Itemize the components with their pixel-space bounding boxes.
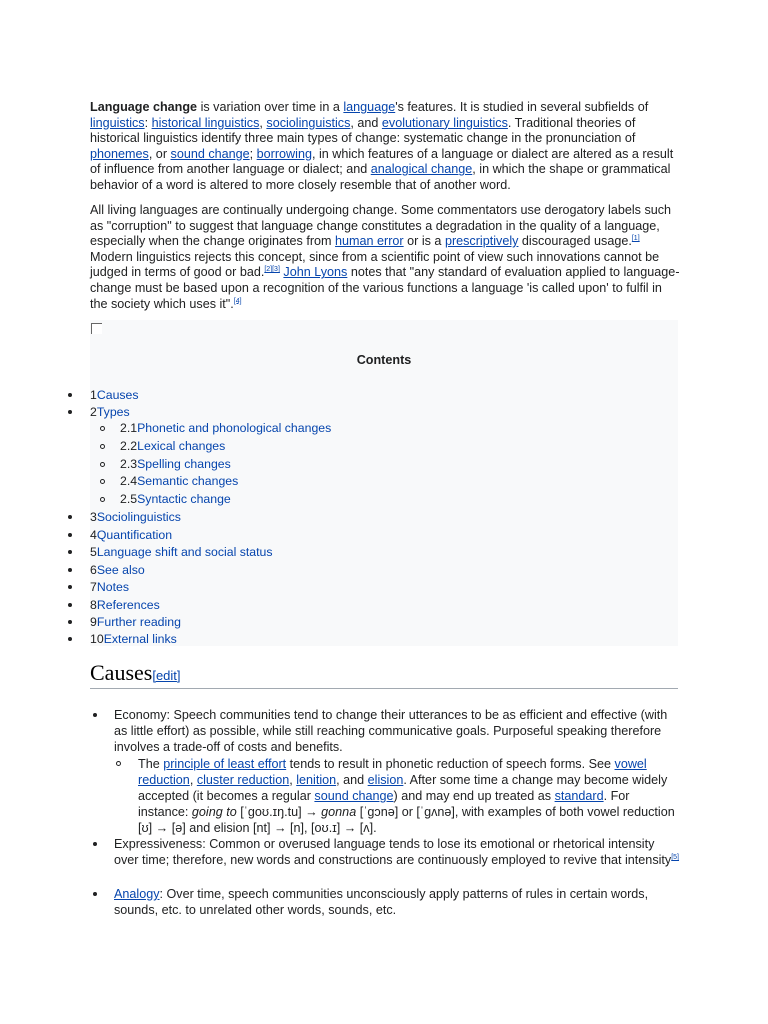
list-bullet (68, 533, 72, 537)
cause-economy: Economy: Speech communities tend to change their utterances to be as efficient and effective (with as little effort) as possible, while still reaching communicative goals. Purposeful speaking therefore involves a trade-off of costs and benefits. (114, 708, 668, 754)
toc-title: Contents (356, 353, 412, 367)
toc-toggle-checkbox[interactable] (91, 323, 102, 334)
toc-link[interactable]: Quantification (96, 528, 173, 542)
cause-economy-detail: The principle of least effort tends to result in phonetic reduction of speech forms. See vowel reduction, cluster reduction, lenition, and elision. After some time a change may become widely accepted (it becomes a regular sound change) and may end up treated as standard. For instance: going to [ˈɡoʊ.ɪŋ.tu] → gonna [ˈɡɔnə] or [ˈɡʌnə], with examples of both vowel reduction [ʊ] → [ə] and elision [nt] → [n], [oʊ.ɪ] → [ʌ]. (138, 757, 675, 835)
toc-link[interactable]: References (96, 598, 160, 612)
toc-number: 5 (90, 545, 97, 559)
citation-4[interactable]: [4] (233, 297, 242, 305)
toc-item[interactable] (120, 492, 231, 506)
link-sound-change-2[interactable]: sound change (314, 789, 394, 803)
link-phonemes[interactable]: phonemes (90, 146, 149, 161)
list-bullet (68, 568, 72, 572)
link-standard[interactable]: standard (554, 789, 604, 803)
list-bullet (68, 603, 72, 607)
toc-link[interactable]: Spelling changes (137, 457, 231, 471)
toc-number: 10 (90, 632, 104, 646)
toc-number: 2 (90, 405, 97, 419)
toc-item[interactable] (90, 405, 130, 419)
edit-link-wrapper: [edit] (152, 668, 181, 683)
intro-paragraph-2: All living languages are continually undergoing change. Some commentators use derogatory labels such as "corruption" to suggest that language change constitutes a degradation in the quality of a language, especially when the change originates from human error or is a prescriptively discouraged usage.[1] Modern linguistics rejects this concept, since from a scientific point of view such innovations cannot be judged in terms of good or bad.[2][3] John Lyons notes that "any standard of evaluation applied to language-change must be based upon a recognition of the various functions a language 'is called upon' to fulfil in the society which uses it".[4] (90, 203, 680, 311)
link-sound-change[interactable]: sound change (170, 146, 250, 161)
link-elision[interactable]: elision (367, 773, 404, 787)
toc-link[interactable]: Language shift and social status (96, 545, 273, 559)
article-subject: Language change (90, 100, 198, 114)
toc-link[interactable]: Types (96, 405, 130, 419)
toc-link[interactable]: Semantic changes (137, 474, 239, 488)
list-bullet (93, 842, 97, 846)
toc-item[interactable] (90, 388, 139, 402)
citation-2-3[interactable]: [2][3] (264, 266, 280, 274)
link-cluster-reduction[interactable]: cluster reduction (196, 773, 290, 787)
link-john-lyons[interactable]: John Lyons (283, 265, 348, 280)
sublist-bullet (116, 761, 121, 766)
section-title: Causes (90, 660, 153, 685)
sublist-bullet (100, 462, 105, 467)
toc-link[interactable]: Sociolinguistics (96, 510, 181, 524)
list-bullet (68, 515, 72, 519)
toc-item[interactable] (90, 510, 181, 524)
list-bullet (68, 410, 72, 414)
citation-1[interactable]: [1] (631, 235, 640, 242)
list-bullet (68, 620, 72, 624)
toc-number: 2.3 (120, 457, 138, 471)
toc-number: 9 (90, 615, 97, 629)
sublist-bullet (100, 426, 105, 431)
list-bullet (93, 892, 97, 896)
toc-link[interactable]: Syntactic change (137, 492, 231, 506)
toc-link[interactable]: External links (103, 632, 177, 646)
link-analogy[interactable]: Analogy (114, 887, 160, 901)
toc-item[interactable] (120, 474, 238, 488)
toc-number: 4 (90, 528, 97, 542)
link-human-error[interactable]: human error (335, 234, 404, 249)
toc-item[interactable] (90, 615, 181, 629)
sublist-bullet (100, 444, 105, 449)
toc-number: 7 (90, 580, 97, 594)
citation-5[interactable]: [5] (671, 853, 680, 861)
list-bullet (68, 637, 72, 641)
link-principle-of-least-effort[interactable]: principle of least effort (163, 757, 287, 771)
toc-link[interactable]: Causes (96, 388, 139, 402)
toc-item[interactable] (90, 580, 129, 594)
toc-link[interactable]: Lexical changes (137, 439, 226, 453)
toc-link[interactable]: Notes (96, 580, 129, 594)
toc-number: 2.5 (120, 492, 138, 506)
cause-analogy: Analogy: Over time, speech communities unconsciously apply patterns of rules in certain words, sounds, etc. to unrelated other words, sounds, etc. (114, 887, 649, 917)
link-analogical-change[interactable]: analogical change (370, 162, 473, 177)
list-bullet (93, 713, 97, 717)
toc-number: 2.1 (120, 421, 138, 435)
toc-number: 2.4 (120, 474, 138, 488)
toc-item[interactable] (120, 457, 231, 471)
link-language[interactable]: language (343, 100, 396, 114)
sublist-bullet (100, 497, 105, 502)
toc-item[interactable] (90, 632, 177, 646)
link-vowel-reduction[interactable]: vowel reduction (138, 757, 647, 787)
toc-item[interactable] (90, 598, 160, 612)
toc-item[interactable] (90, 545, 273, 559)
sublist-bullet (100, 479, 105, 484)
toc-number: 8 (90, 598, 97, 612)
link-lenition[interactable]: lenition (296, 773, 337, 787)
toc-number: 6 (90, 563, 97, 577)
link-prescriptively[interactable]: prescriptively (444, 234, 519, 249)
link-sociolinguistics[interactable]: sociolinguistics (266, 115, 351, 130)
toc-number: 1 (90, 388, 97, 402)
toc-number: 3 (90, 510, 97, 524)
link-borrowing[interactable]: borrowing (256, 146, 312, 161)
section-heading-causes (90, 660, 678, 689)
toc-item[interactable] (90, 528, 172, 542)
link-historical-linguistics[interactable]: historical linguistics (151, 115, 260, 130)
toc-number: 2.2 (120, 439, 138, 453)
list-bullet (68, 393, 72, 397)
intro-paragraph-1: Language change is variation over time in a language's features. It is studied in several subfields of linguistics: historical linguistics, sociolinguistics, and evolutionary linguistics. Traditional theories of historical linguistics identify three main types of change: systematic change in the pronunciation of phonemes, or sound change; borrowing, in which features of a language or dialect are altered as a result of influence from another language or dialect; and analogical change, in which the shape or grammatical behavior of a word is altered to more closely resemble that of another word. (90, 100, 674, 192)
edit-section-link[interactable]: edit (155, 668, 177, 683)
toc-link[interactable]: Further reading (96, 615, 181, 629)
link-linguistics[interactable]: linguistics (90, 115, 145, 130)
list-bullet (68, 550, 72, 554)
link-evolutionary-linguistics[interactable]: evolutionary linguistics (381, 115, 508, 130)
toc-item[interactable] (90, 563, 145, 577)
toc-link[interactable]: See also (96, 563, 145, 577)
list-bullet (68, 585, 72, 589)
toc-link[interactable]: Phonetic and phonological changes (137, 421, 332, 435)
toc-item[interactable] (120, 439, 225, 453)
toc-item[interactable] (120, 421, 331, 435)
cause-expressiveness: Expressiveness: Common or overused language tends to lose its emotional or rhetorical intensity over time; therefore, new words and constructions are continuously employed to revive that intensity[5] (114, 837, 680, 867)
